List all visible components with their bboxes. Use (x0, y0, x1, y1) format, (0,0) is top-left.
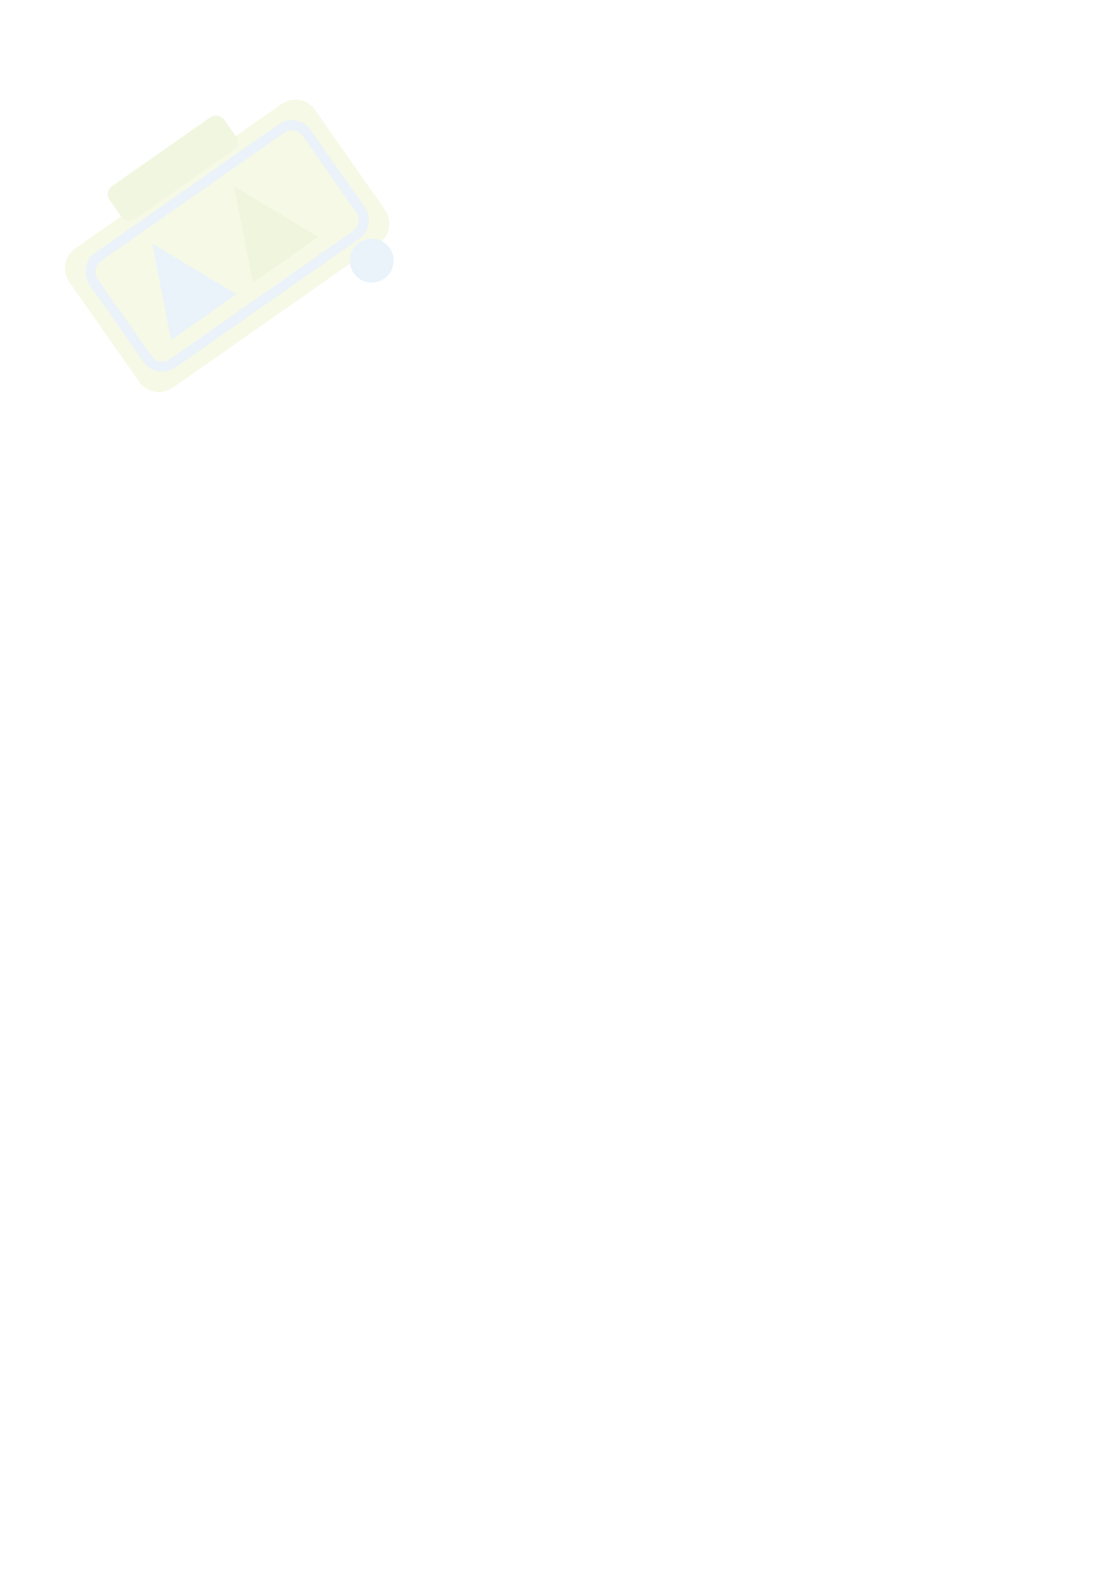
document-content (106, 105, 1036, 191)
skuola-watermark-icon (20, 40, 440, 460)
